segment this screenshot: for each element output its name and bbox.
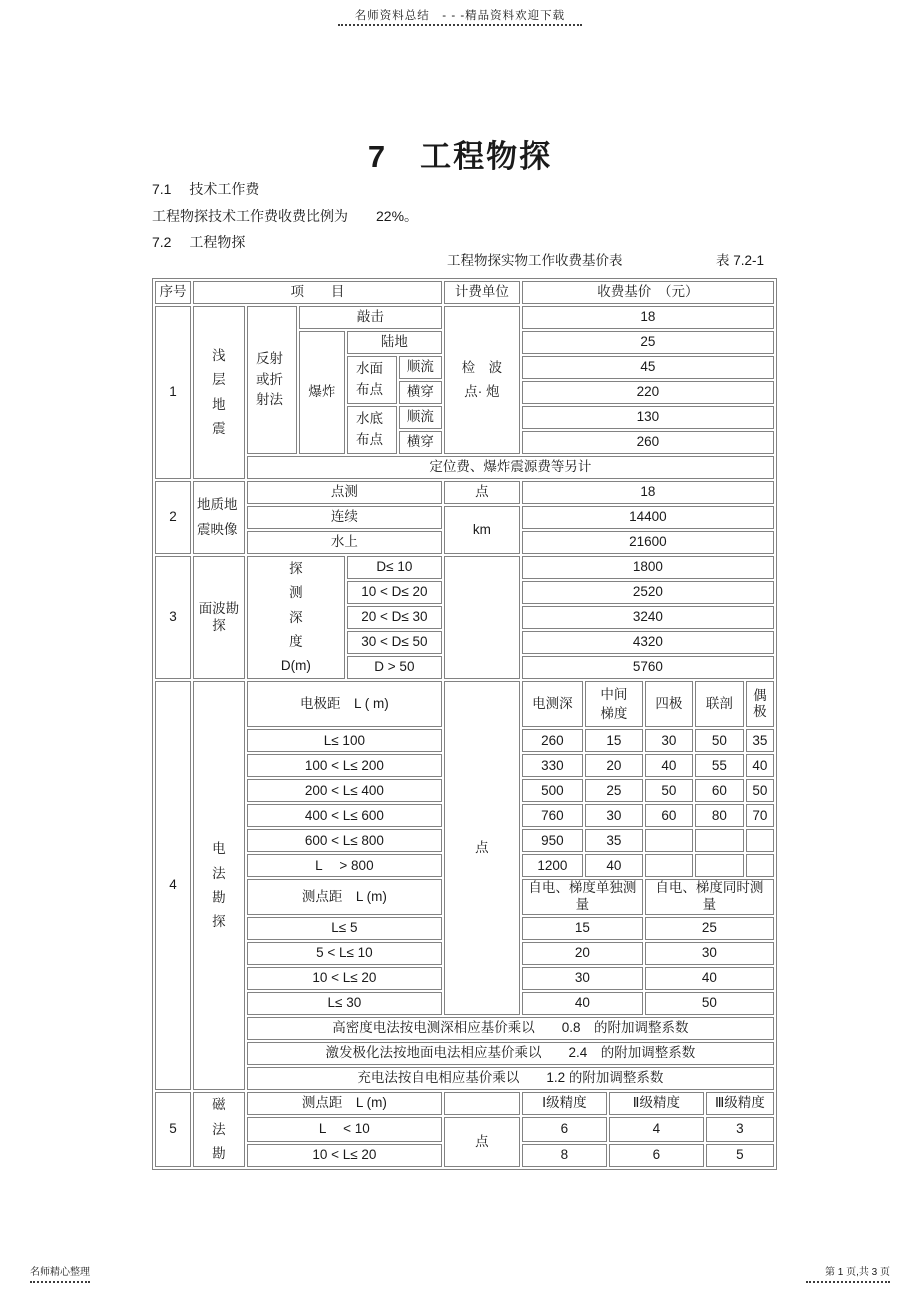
item-cell: L > 800: [247, 854, 442, 877]
item-cell: D≤ 10: [347, 556, 442, 579]
item-cell: 10 < D≤ 20: [347, 581, 442, 604]
price-cell: 30: [645, 942, 774, 965]
price-cell-empty: [695, 829, 744, 852]
price-cell: 5: [706, 1144, 774, 1167]
item-cell: 点测: [247, 481, 442, 504]
price-cell: 35: [746, 729, 774, 752]
item-cell: 600 < L≤ 800: [247, 829, 442, 852]
price-cell: 330: [522, 754, 583, 777]
table-caption: 工程物探实物工作收费基价表: [447, 253, 623, 268]
fee-base-price-table: [152, 278, 777, 1170]
col-header-unit: 计费单位: [444, 281, 520, 304]
price-cell: 1200: [522, 854, 583, 877]
col-header-price: 收费基价 （元）: [522, 281, 774, 304]
price-cell: 3: [706, 1117, 774, 1142]
item-cell: L≤ 30: [247, 992, 442, 1015]
price-cell-empty: [645, 829, 693, 852]
page-footer-right: 第 1 页,共 3 页: [824, 1267, 890, 1278]
item-cell: 横穿: [399, 431, 442, 454]
note-cell: 充电法按自电相应基价乘以 1.2 的附加调整系数: [247, 1067, 774, 1090]
price-cell: 30: [645, 729, 693, 752]
price-cell: 15: [522, 917, 643, 940]
item-cell: D > 50: [347, 656, 442, 679]
price-cell-empty: [746, 854, 774, 877]
unit-cell: 点: [444, 1117, 520, 1167]
price-cell: 30: [522, 967, 643, 990]
price-cell: 3240: [522, 606, 774, 629]
price-cell: 40: [585, 854, 643, 877]
price-cell: 500: [522, 779, 583, 802]
price-cell-empty: [645, 854, 693, 877]
price-cell: 35: [585, 829, 643, 852]
price-cell: 130: [522, 406, 774, 429]
document-title: 7 工程物探: [367, 139, 553, 174]
item-cell: 敲击: [299, 306, 442, 329]
subcol-header: 电测深: [522, 681, 583, 727]
price-cell: 30: [585, 804, 643, 827]
price-cell-empty: [746, 829, 774, 852]
price-cell: 40: [746, 754, 774, 777]
col-header-item: 项 目: [193, 281, 442, 304]
subcol-header: 自电、梯度同时测量: [645, 879, 774, 915]
price-cell: 55: [695, 754, 744, 777]
section-heading-7-2: 7.2 工程物探: [152, 234, 246, 250]
item-cell: 连续: [247, 506, 442, 529]
section-heading-7-1: 7.1 技术工作费: [152, 181, 260, 197]
item-cell: L≤ 5: [247, 917, 442, 940]
note-cell: 高密度电法按电测深相应基价乘以 0.8 的附加调整系数: [247, 1017, 774, 1040]
item-cell: 20 < D≤ 30: [347, 606, 442, 629]
item-cell: 探 测 深 度 D(m): [247, 556, 345, 679]
item-cell: 水面布点: [347, 356, 397, 404]
paragraph-7-1: 工程物探技术工作费收费比例为 22%。: [152, 208, 419, 224]
seq-cell: 1: [155, 306, 191, 479]
item-cell: 10 < L≤ 20: [247, 967, 442, 990]
price-cell: 950: [522, 829, 583, 852]
price-cell: 18: [522, 481, 774, 504]
category-cell: 面波勘探: [193, 556, 245, 679]
unit-cell: 点: [444, 681, 520, 1015]
price-cell: 50: [746, 779, 774, 802]
price-cell: 4: [609, 1117, 704, 1142]
price-cell: 6: [522, 1117, 607, 1142]
category-cell: 磁法勘: [193, 1092, 245, 1167]
item-cell: 200 < L≤ 400: [247, 779, 442, 802]
price-cell: 50: [645, 779, 693, 802]
price-cell: 260: [522, 431, 774, 454]
note-cell: 定位费、爆炸震源费等另计: [247, 456, 774, 479]
seq-cell: 3: [155, 556, 191, 679]
price-cell: 60: [695, 779, 744, 802]
seq-cell: 2: [155, 481, 191, 554]
price-cell-empty: [695, 854, 744, 877]
price-cell: 21600: [522, 531, 774, 554]
price-cell: 45: [522, 356, 774, 379]
category-label: 浅层地震: [212, 347, 226, 436]
price-cell: 50: [695, 729, 744, 752]
item-cell: 30 < D≤ 50: [347, 631, 442, 654]
subcol-header: 偶极: [746, 681, 774, 727]
price-cell: 40: [645, 754, 693, 777]
price-cell: 40: [645, 967, 774, 990]
price-cell: 40: [522, 992, 643, 1015]
item-cell: 10 < L≤ 20: [247, 1144, 442, 1167]
note-cell: 激发极化法按地面电法相应基价乘以 2.4 的附加调整系数: [247, 1042, 774, 1065]
category-cell: 地质地震映像: [193, 481, 245, 554]
price-cell: 220: [522, 381, 774, 404]
subcol-header: 四极: [645, 681, 693, 727]
category-cell: [193, 306, 245, 479]
item-cell: 水底布点: [347, 406, 397, 454]
price-cell: 50: [645, 992, 774, 1015]
category-cell: 电法勘探: [193, 681, 245, 1090]
footer-right-dotted-line: [806, 1281, 890, 1283]
item-cell: 100 < L≤ 200: [247, 754, 442, 777]
item-cell: L < 10: [247, 1117, 442, 1142]
item-cell: 顺流: [399, 356, 442, 379]
item-cell: 测点距 L (m): [247, 1092, 442, 1115]
price-cell: 260: [522, 729, 583, 752]
price-cell: 760: [522, 804, 583, 827]
price-cell: 2520: [522, 581, 774, 604]
item-cell: 400 < L≤ 600: [247, 804, 442, 827]
subcol-header: 自电、梯度单独测量: [522, 879, 643, 915]
item-cell: 爆炸: [299, 331, 345, 454]
price-cell: 25: [585, 779, 643, 802]
item-cell: 横穿: [399, 381, 442, 404]
seq-cell: 5: [155, 1092, 191, 1167]
price-cell: 4320: [522, 631, 774, 654]
header-dotted-line: [338, 24, 582, 26]
footer-left-dotted-line: [30, 1281, 90, 1283]
unit-cell-empty: [444, 1092, 520, 1115]
unit-cell: 点: [444, 481, 520, 504]
price-cell: 20: [522, 942, 643, 965]
item-cell: 5 < L≤ 10: [247, 942, 442, 965]
item-cell: 陆地: [347, 331, 442, 354]
price-cell: 8: [522, 1144, 607, 1167]
subcol-header: Ⅰ级精度: [522, 1092, 607, 1115]
subcol-header: 联剖: [695, 681, 744, 727]
price-cell: 5760: [522, 656, 774, 679]
page-footer-left: 名师精心整理: [30, 1267, 90, 1278]
price-cell: 80: [695, 804, 744, 827]
item-cell: 电极距 L ( m): [247, 681, 442, 727]
seq-cell: 4: [155, 681, 191, 1090]
item-cell: 水上: [247, 531, 442, 554]
price-cell: 18: [522, 306, 774, 329]
price-cell: 14400: [522, 506, 774, 529]
price-cell: 60: [645, 804, 693, 827]
col-header-seq: 序号: [155, 281, 191, 304]
item-cell: 反射或折射法: [247, 306, 297, 454]
table-number: 表 7.2-1: [716, 253, 765, 268]
price-cell: 25: [645, 917, 774, 940]
item-cell: 顺流: [399, 406, 442, 429]
subcol-header: 中间梯度: [585, 681, 643, 727]
page-header-note: 名师资料总结 - - -精品资料欢迎下载: [354, 10, 566, 22]
price-cell: 15: [585, 729, 643, 752]
unit-cell-empty: [444, 556, 520, 679]
price-cell: 70: [746, 804, 774, 827]
unit-cell: km: [444, 506, 520, 554]
unit-cell: 检 波 点· 炮: [444, 306, 520, 454]
price-cell: 1800: [522, 556, 774, 579]
price-cell: 20: [585, 754, 643, 777]
price-cell: 25: [522, 331, 774, 354]
subcol-header: Ⅲ级精度: [706, 1092, 774, 1115]
item-cell: 测点距 L (m): [247, 879, 442, 915]
subcol-header: Ⅱ级精度: [609, 1092, 704, 1115]
price-cell: 6: [609, 1144, 704, 1167]
item-cell: L≤ 100: [247, 729, 442, 752]
